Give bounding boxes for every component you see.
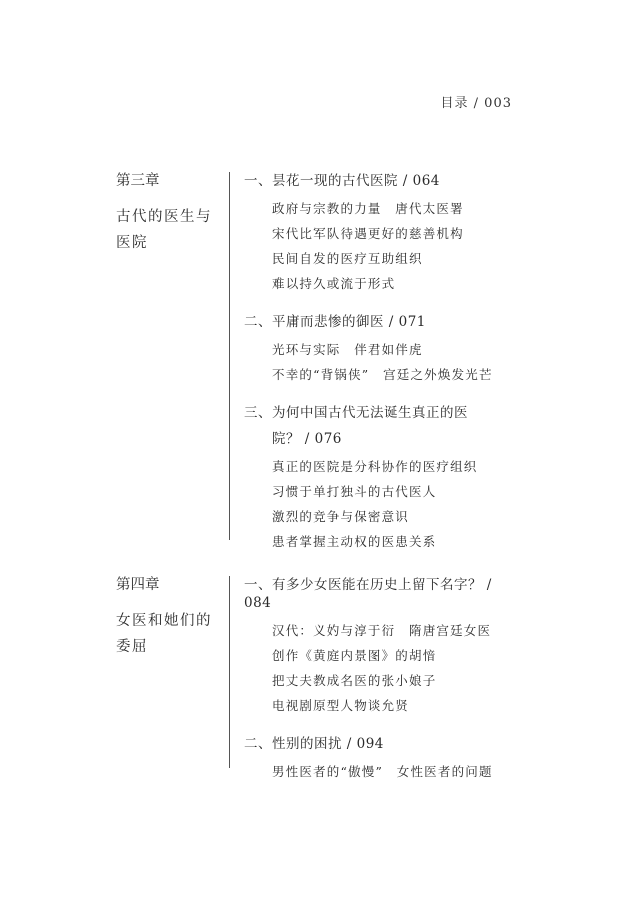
- section: [244, 172, 520, 296]
- list-item[interactable]: 习惯于单打独斗的古代医人: [272, 484, 437, 499]
- section-title[interactable]: 二、性别的困扰 / 094: [244, 736, 384, 752]
- chapter-4: [116, 576, 536, 779]
- list-item[interactable]: 汉代：义妁与淳于衍 隋唐宫廷女医: [272, 623, 492, 638]
- list-item[interactable]: 光环与实际 伴君如伴虎: [272, 342, 423, 357]
- chapter-number: 第四章: [116, 577, 160, 593]
- chapter-title-line: 女医和她们的: [116, 613, 212, 629]
- divider-line: [229, 172, 230, 540]
- divider-line: [229, 576, 230, 768]
- list-item[interactable]: 真正的医院是分科协作的医疗组织: [272, 459, 478, 474]
- list-item[interactable]: 宋代比军队待遇更好的慈善机构: [272, 226, 464, 241]
- chapter-3: [116, 172, 536, 549]
- section: [244, 735, 520, 784]
- section-title[interactable]: 二、平庸而悲惨的御医 / 071: [244, 314, 426, 330]
- list-item[interactable]: 激烈的竞争与保密意识: [272, 509, 410, 524]
- section: [244, 576, 520, 718]
- section: [244, 400, 520, 554]
- chapter-title: [116, 608, 226, 660]
- section-title-line: 三、为何中国古代无法诞生真正的医: [244, 405, 468, 421]
- section: [244, 313, 520, 387]
- chapter-title-line: 委屈: [116, 639, 148, 655]
- section-title[interactable]: 一、有多少女医能在历史上留下名字？ / 084: [244, 577, 492, 611]
- section-title[interactable]: [244, 400, 520, 452]
- list-item[interactable]: 男性医者的“傲慢” 女性医者的问题: [272, 764, 493, 779]
- list-item[interactable]: 政府与宗教的力量 唐代太医署: [272, 201, 464, 216]
- section-title[interactable]: 一、昙花一现的古代医院 / 064: [244, 173, 440, 189]
- list-item[interactable]: 电视剧原型人物谈允贤: [272, 698, 410, 713]
- list-item[interactable]: 患者掌握主动权的医患关系: [272, 534, 437, 549]
- chapter-number: 第三章: [116, 173, 160, 189]
- chapter-title-line: 古代的医生与: [116, 209, 212, 225]
- list-item[interactable]: 难以持久或流于形式: [272, 276, 396, 291]
- list-item[interactable]: 不幸的“背锅侠” 宫廷之外焕发光芒: [272, 367, 493, 382]
- list-item[interactable]: 把丈夫教成名医的张小娘子: [272, 673, 437, 688]
- list-item[interactable]: 民间自发的医疗互助组织: [272, 251, 423, 266]
- chapter-title-line: 医院: [116, 235, 148, 251]
- page-header: 目录 / 003: [440, 96, 512, 111]
- chapter-title: [116, 204, 226, 256]
- section-title-line: 院？ / 076: [272, 431, 342, 447]
- list-item[interactable]: 创作《黄庭内景图》的胡愔: [272, 648, 437, 663]
